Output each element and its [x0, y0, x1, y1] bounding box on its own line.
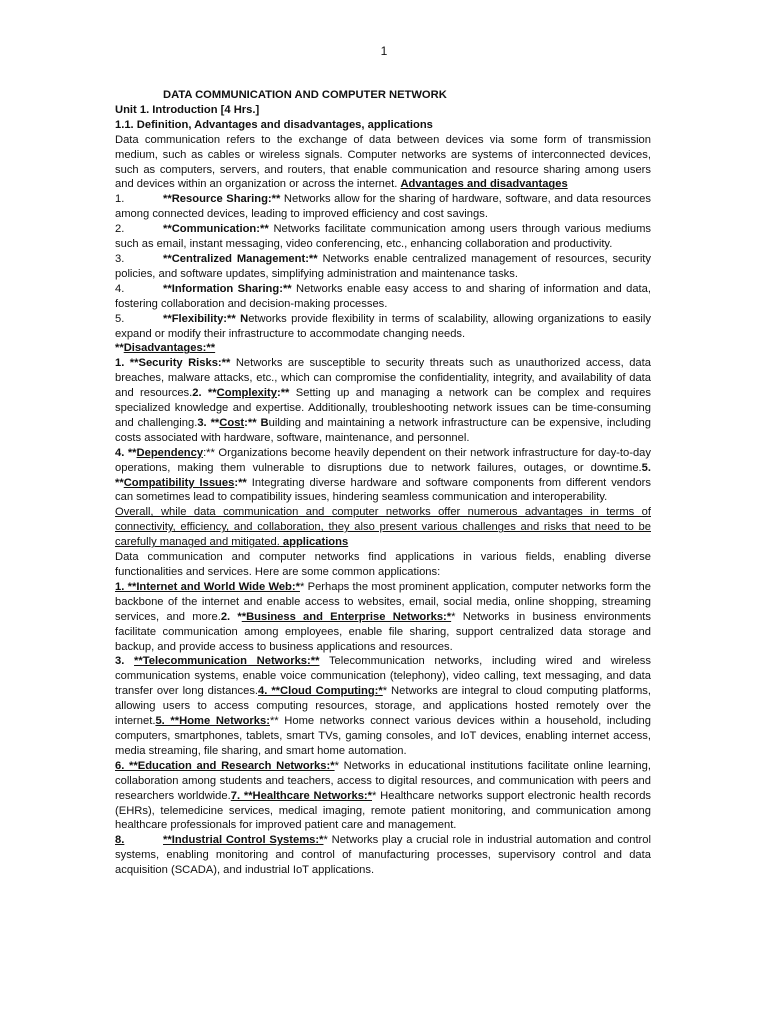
- item-number: 5.: [115, 312, 125, 325]
- disadvantages-paragraph: [115, 356, 651, 445]
- disadv-5-prefix: 5. **: [115, 461, 651, 489]
- applications-paragraph-4: [115, 833, 651, 878]
- app-5-label: 5. **Home Networks:: [155, 715, 270, 728]
- item-text: etworks provide flexibility in terms of scalability, allowing organizations to easily expand or modify their infrastructure to accommodate changing needs.: [115, 312, 651, 340]
- app-2-text: * Networks in business environments facilitate communication among employees, enable file sharing, support centralized data storage and backup, and provide access to business applications and resources.: [115, 610, 651, 653]
- disadv-2-prefix: 2. **: [192, 387, 217, 400]
- app-8-text: * Networks play a crucial role in industrial automation and control systems, enabling monitoring and control of manufacturing processes, supervisory control and data acquisition (SCADA), and industrial IoT applications.: [115, 834, 651, 877]
- heading-label: Disadvantages:**: [123, 342, 216, 355]
- disadv-1-label: 1. **Security Risks:**: [115, 357, 231, 370]
- disadv-5-label: Compatibility Issues: [123, 476, 235, 489]
- app-2-label: *Business and Enterprise Networks:*: [241, 610, 452, 623]
- advantage-item: [115, 222, 651, 252]
- intro-text: Data communication refers to the exchange of data between devices via some form of transmission medium, such as cables or wireless signals. Computer networks are systems of interconnected devices, such as computers, servers, and routers, that enable communication and resource sharing among users and devices within an organization or across the internet.: [115, 133, 651, 191]
- app-6-label: 6. **Education and Research Networks:*: [115, 759, 335, 772]
- item-text: Networks enable centralized management of resources, security policies, and software updates, simplifying administration and maintenance tasks.: [115, 252, 652, 280]
- applications-intro: Data communication and computer networks find applications in various fields, enabling diverse functionalities and services. Here are some common applications:: [115, 551, 651, 578]
- app-6-text: * Networks in educational institutions facilitate online learning, collaboration among students and teachers, access to digital resources, and communication with peers and researchers worldwide.: [115, 759, 651, 802]
- app-3-prefix: 3.: [115, 655, 135, 668]
- app-2-prefix: 2. *: [220, 610, 242, 623]
- item-text: Networks allow for the sharing of hardware, software, and data resources among connected devices, leading to improved efficiency and cost savings.: [115, 193, 651, 221]
- disadvantages-paragraph-2: [115, 446, 651, 506]
- item-label: **Communication:**: [163, 223, 269, 236]
- heading-prefix: **: [115, 342, 124, 355]
- app-8-label: **Industrial Control Systems:*: [163, 834, 324, 847]
- item-text: Networks facilitate communication among users through various mediums such as email, instant messaging, video conferencing, etc., enhancing collaboration and productivity.: [115, 223, 651, 251]
- applications-paragraph-3: [115, 759, 651, 834]
- applications-paragraph-1: [115, 580, 651, 655]
- item-number: 2.: [115, 223, 125, 236]
- item-text: Networks enable easy access to and sharing of information and data, fostering collaboration and decision-making processes.: [115, 282, 651, 310]
- app-1-text: * Perhaps the most prominent application, computer networks form the backbone of the internet and enable access to websites, email, social media, online shopping, streaming services, and more.: [115, 580, 651, 623]
- app-5-text: ** Home networks connect various devices within a household, including computers, smartphones, tablets, smart TVs, gaming consoles, and IoT devices, enabling internet access, media streaming, file sharing, and smart home automation.: [115, 715, 651, 757]
- page-content: [115, 88, 651, 878]
- item-label: **Information Sharing:**: [163, 282, 292, 295]
- disadv-2-label: Complexity: [216, 387, 277, 400]
- advantage-item: [115, 312, 651, 342]
- disadv-2-text: Setting up and managing a network can be complex and requires specialized knowledge and expertise. Additionally, troubleshooting network issues can be time-consuming and challenging.: [115, 387, 651, 429]
- section-heading: 1.1. Definition, Advantages and disadvantages, applications: [115, 118, 433, 131]
- disadv-3-text: uilding and maintaining a network infrastructure can be expensive, including costs associated with hardware, software, maintenance, and personnel.: [115, 416, 651, 444]
- item-number: 1.: [115, 193, 125, 206]
- disadv-3-suffix: :** B: [244, 416, 269, 429]
- item-label: **Resource Sharing:**: [163, 193, 281, 206]
- intro-paragraph: [115, 133, 651, 193]
- advantage-item: [115, 282, 651, 312]
- disadvantages-heading: [115, 341, 651, 356]
- item-label: **Flexibility:** N: [163, 312, 249, 325]
- item-number: 4.: [115, 282, 125, 295]
- disadv-2-suffix: :**: [276, 387, 290, 400]
- item-label: **Centralized Management:**: [163, 252, 318, 265]
- disadv-4-label: Dependency: [136, 446, 204, 459]
- applications-heading: applications: [279, 536, 349, 549]
- advantage-item: [115, 252, 651, 282]
- disadv-1-text: Networks are susceptible to security threats such as unauthorized access, data breaches, malware attacks, etc., which can compromise the confidentiality, integrity, and availability of data and resources.: [115, 357, 651, 400]
- applications-paragraph-2: [115, 654, 651, 758]
- advantage-item: [115, 192, 651, 222]
- app-3-text: Telecommunication networks, including wired and wireless communication systems, enable voice communication (telephony), video calling, text messaging, and data transfer over long distances.: [115, 655, 651, 698]
- app-7-label: 7. **Healthcare Networks:*: [230, 789, 373, 802]
- item-number: 3.: [115, 252, 125, 265]
- page-number: 1: [380, 44, 388, 58]
- advantages-heading: Advantages and disadvantages: [400, 178, 568, 191]
- disadv-3-prefix: 3. **: [197, 416, 220, 429]
- app-4-text: * Networks are integral to cloud computing platforms, allowing users to access computing resources, storage, and applications hosted remotely over the internet.: [115, 685, 651, 728]
- unit-heading: Unit 1. Introduction [4 Hrs.]: [115, 103, 260, 116]
- overall-text: Overall, while data communication and computer networks offer numerous advantages in terms of connectivity, efficiency, and collaboration, they also present various challenges and risks that need to be carefully managed and mitigated.: [115, 506, 651, 549]
- disadv-5-text: Integrating diverse hardware and software components from different vendors can sometimes lead to compatibility issues, hindering seamless communication and interoperability.: [115, 476, 652, 504]
- disadv-4-prefix: 4. **: [115, 446, 137, 459]
- overall-paragraph: [115, 505, 651, 550]
- app-3-label: **Telecommunication Networks:**: [134, 655, 320, 668]
- disadv-5-suffix: :**: [234, 476, 247, 489]
- app-8-number: 8.: [115, 834, 125, 847]
- app-1-label: 1. **Internet and World Wide Web:*: [115, 580, 300, 593]
- app-7-text: * Healthcare networks support electronic health records (EHRs), telemedicine services, medical imaging, remote patient monitoring, and communication among healthcare professionals for improved patient care and management.: [115, 789, 652, 832]
- document-title: DATA COMMUNICATION AND COMPUTER NETWORK: [163, 89, 447, 101]
- disadv-4-text: :** Organizations become heavily dependent on their network infrastructure for day-to-day operations, making them vulnerable to disruptions due to network failures, outages, or downtime.: [115, 446, 651, 474]
- app-4-label: 4. **Cloud Computing:*: [258, 685, 383, 698]
- disadv-3-label: Cost: [219, 416, 245, 429]
